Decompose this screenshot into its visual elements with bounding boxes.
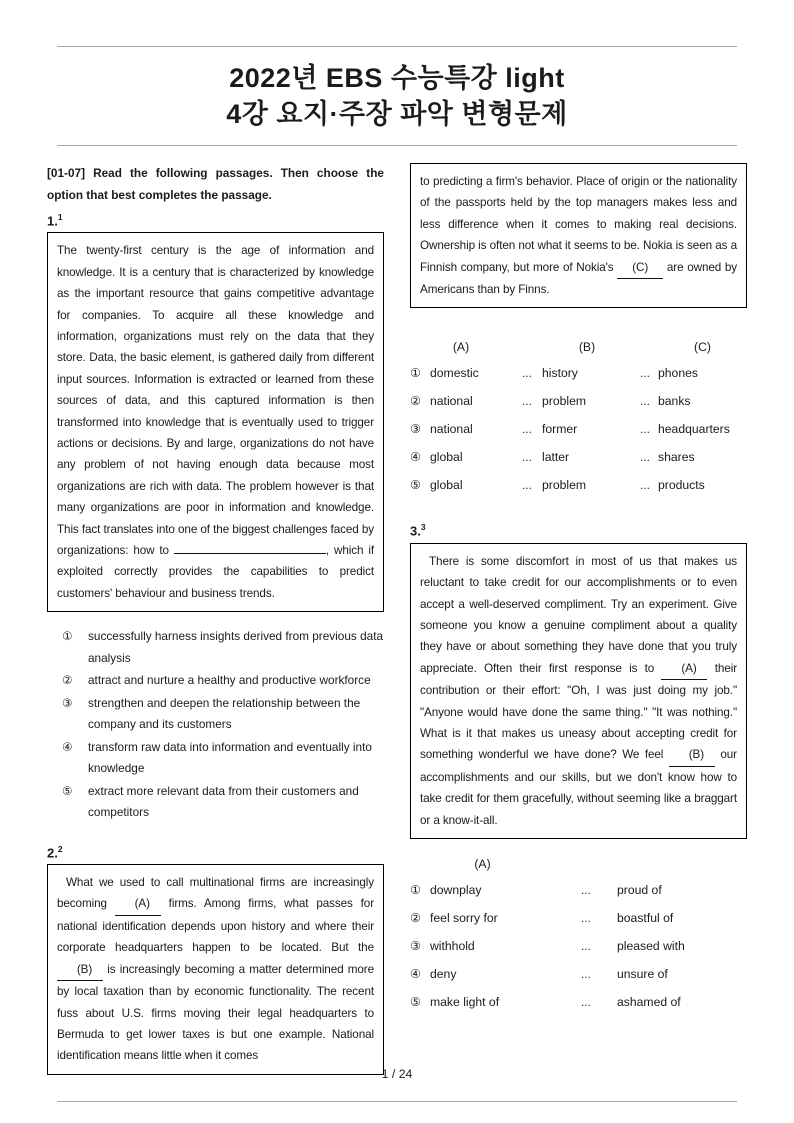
question-1-footnote: 1 <box>57 212 63 222</box>
answer-row-1 <box>410 881 747 899</box>
title-divider <box>57 145 737 146</box>
option-item-2 <box>62 670 384 692</box>
answer-b: proud of <box>617 883 662 898</box>
option-item-3 <box>62 693 384 736</box>
separator-dots: ... <box>521 394 533 409</box>
passage-segment: are owned by Americans than by Finns. <box>420 260 737 297</box>
question-1-passage <box>57 240 374 604</box>
passage-segment: to predicting a firm's behavior. Place of origin or the nationality of the passports held by the top managers makes less and less difference when it comes to making real decisions. Ownership is often not what it seems to be. Nokia is seen as a Finnish company, but more of Nokia's <box>420 175 737 274</box>
answer-c: headquarters <box>658 422 730 437</box>
answer-a: deny <box>430 967 457 982</box>
answer-row-3 <box>410 420 747 438</box>
separator-dots: ... <box>521 478 533 493</box>
content-columns <box>0 163 794 1075</box>
answer-table-header-row <box>410 855 747 873</box>
column-header-a: (A) <box>452 340 470 355</box>
answer-b: problem <box>542 478 587 493</box>
answer-marker: ② <box>410 911 421 926</box>
question-3-passage-box <box>410 543 747 839</box>
option-marker: ⑤ <box>62 783 73 798</box>
separator-dots: ... <box>639 366 651 381</box>
fill-in-blank-c: (C) <box>617 257 663 279</box>
question-2-number: 2. <box>47 845 58 861</box>
answer-c: banks <box>658 394 691 409</box>
question-1-options <box>62 626 384 824</box>
option-text: successfully harness insights derived from previous data analysis <box>88 629 384 665</box>
answer-c: phones <box>658 366 698 381</box>
option-marker: ① <box>62 629 73 644</box>
answer-b: latter <box>542 450 570 465</box>
answer-marker: ① <box>410 366 421 381</box>
separator-dots: ... <box>639 478 651 493</box>
answer-c: products <box>658 478 705 493</box>
question-1-label <box>47 212 384 228</box>
fill-in-blank <box>174 544 326 554</box>
passage-segment: our accomplishments and our skills, but we don't know how to take credit for them gracefully, without seeming like a braggart or a know-it-all. <box>420 748 737 827</box>
answer-row-2 <box>410 392 747 410</box>
answer-marker: ⑤ <box>410 478 421 493</box>
answer-b: unsure of <box>617 967 668 982</box>
answer-marker: ① <box>410 883 421 898</box>
question-1-passage-box <box>47 232 384 612</box>
footer-divider <box>57 1101 737 1102</box>
question-2-passage-left <box>57 872 374 1067</box>
answer-table-header-row <box>410 338 747 356</box>
answer-b: ashamed of <box>617 995 681 1010</box>
question-2-passage-box-right <box>410 163 747 308</box>
separator-dots: ... <box>639 394 651 409</box>
fill-in-blank-b: (B) <box>57 959 103 981</box>
question-3-passage <box>420 551 737 831</box>
fill-in-blank-a: (A) <box>661 658 707 680</box>
title-line-2: 4강 요지·주장 파악 변형문제 <box>226 99 568 129</box>
passage-segment: What we used to call multinational firms are increasingly becoming <box>57 876 374 911</box>
answer-a: national <box>430 394 473 409</box>
passage-segment: their contribution or their effort: "Oh, I was just doing my job." "Anyone would have done the same thing." "It was nothing." What is it that makes us uneasy about accepting credit for something wonderful we have done? We feel <box>420 661 737 762</box>
option-marker: ② <box>62 673 73 688</box>
passage-segment: , which if exploited correctly provides the capabilities to predict customers' behaviour and business trends. <box>57 544 375 600</box>
answer-a: global <box>430 450 463 465</box>
question-3-answer-table <box>410 855 747 1011</box>
instruction-text: [01-07] Read the following passages. Then choose the option that best completes the passage. <box>47 166 384 202</box>
page-footer <box>0 1067 794 1081</box>
answer-b: former <box>542 422 578 437</box>
column-header-b: (B) <box>578 340 596 355</box>
question-2-passage-box-left <box>47 864 384 1075</box>
answer-a: withhold <box>430 939 475 954</box>
option-item-4 <box>62 737 384 780</box>
answer-marker: ③ <box>410 422 421 437</box>
page-number: 1 / 24 <box>381 1067 413 1081</box>
right-column <box>410 163 747 1021</box>
answer-marker: ③ <box>410 939 421 954</box>
separator-dots: ... <box>580 967 592 982</box>
separator-dots: ... <box>639 422 651 437</box>
question-2-footnote: 2 <box>57 843 63 854</box>
answer-row-5 <box>410 993 747 1011</box>
option-marker: ③ <box>62 695 73 710</box>
question-1-number: 1. <box>47 213 58 229</box>
fill-in-blank-a: (A) <box>115 893 161 915</box>
title-line-1: 2022년 EBS 수능특강 light <box>229 63 565 93</box>
answer-marker: ④ <box>410 450 421 465</box>
answer-row-1 <box>410 364 747 382</box>
separator-dots: ... <box>521 366 533 381</box>
top-divider <box>57 46 737 47</box>
question-3-number: 3. <box>410 523 421 539</box>
answer-row-3 <box>410 937 747 955</box>
passage-segment: is increasingly becoming a matter determined more by local taxation than by economic functionality. The recent fuss about U.S. firms moving their legal headquarters to Bermuda to get lower taxes is but one example. National identification means little when it comes <box>57 962 374 1063</box>
answer-row-5 <box>410 476 747 494</box>
answer-a: global <box>430 478 463 493</box>
question-3-label <box>410 522 747 538</box>
answer-marker: ⑤ <box>410 995 421 1010</box>
separator-dots: ... <box>521 422 533 437</box>
answer-b: history <box>542 366 578 381</box>
option-text: transform raw data into information and eventually into knowledge <box>88 739 372 776</box>
separator-dots: ... <box>580 995 592 1010</box>
option-marker: ④ <box>62 739 73 754</box>
question-2-answer-table <box>410 338 747 494</box>
option-item-1 <box>62 626 384 669</box>
answer-c: shares <box>658 450 695 465</box>
option-text: attract and nurture a healthy and productive workforce <box>88 673 371 688</box>
answer-a: downplay <box>430 883 482 898</box>
answer-b: pleased with <box>617 939 685 954</box>
answer-marker: ④ <box>410 967 421 982</box>
answer-marker: ② <box>410 394 421 409</box>
left-column <box>47 163 384 1075</box>
answer-b: problem <box>542 394 587 409</box>
column-header-a: (A) <box>474 857 491 872</box>
answer-row-2 <box>410 909 747 927</box>
answer-b: boastful of <box>617 911 674 926</box>
answer-row-4 <box>410 448 747 466</box>
question-3-footnote: 3 <box>420 522 426 533</box>
separator-dots: ... <box>580 911 592 926</box>
answer-a: feel sorry for <box>430 911 498 926</box>
answer-row-4 <box>410 965 747 983</box>
option-text: extract more relevant data from their customers and competitors <box>88 783 359 820</box>
option-item-5 <box>62 781 384 824</box>
passage-segment: The twenty-first century is the age of information and knowledge. It is a century that is characterized by knowledge as the important resource that gains competitive advantage for companies. To acquire all these knowledge and information, organizations must rely on the data that they store. Data, the basic element, is gathered daily from different input sources. Information is extracted or learned from these sources of data, and this captured information is then transformed into knowledge that is eventually used to trigger actions or decisions. By and large, organizations do not have any problem of not having enough data because most organizations are rich with data. The problem however is that many organizations are poor in information and knowledge. This fact translates into one of the biggest challenges faced by organizations: how to <box>57 244 374 558</box>
option-text: strengthen and deepen the relationship between the company and its customers <box>88 695 361 732</box>
question-2-passage-right <box>420 171 737 300</box>
answer-a: make light of <box>430 995 500 1010</box>
question-2-label <box>47 844 384 860</box>
column-header-c: (C) <box>694 340 711 355</box>
answer-a: domestic <box>430 366 479 381</box>
document-title <box>0 60 794 132</box>
passage-segment: firms. Among firms, what passes for national identification depends upon history and where their corporate headquarters happen to be located. But the <box>57 897 374 955</box>
separator-dots: ... <box>580 883 592 898</box>
separator-dots: ... <box>521 450 533 465</box>
separator-dots: ... <box>639 450 651 465</box>
fill-in-blank-b: (B) <box>669 744 715 766</box>
passage-segment: There is some discomfort in most of us that makes us reluctant to take credit for our accomplishments or to even accept a well-deserved compliment. Try an experiment. Give someone you know a genuine compliment about a quality they have or about something they have done that you truly appreciate. Often their first response is to <box>420 554 737 675</box>
answer-a: national <box>430 422 473 437</box>
separator-dots: ... <box>580 939 592 954</box>
